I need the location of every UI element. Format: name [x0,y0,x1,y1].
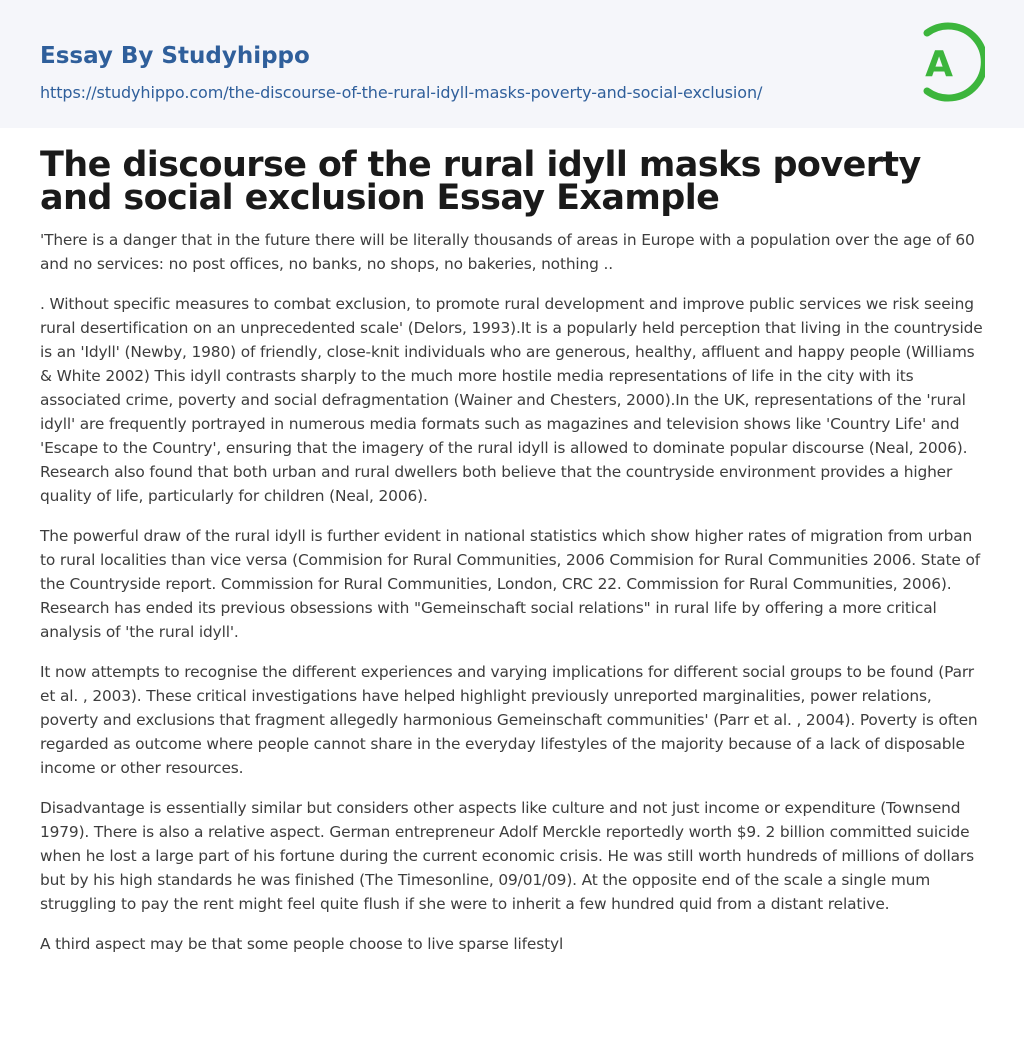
studyhippo-logo-icon [913,19,985,105]
logo-letter: A [925,44,953,85]
essay-url-link[interactable]: https://studyhippo.com/the-discourse-of-the-rural-idyll-masks-poverty-and-social-exclusion/ [40,83,763,102]
article [0,128,1024,956]
article-paragraph: The powerful draw of the rural idyll is further evident in national statistics which show higher rates of migration from urban to rural localities than vice versa (Commision for Rural Communities, 2006 Commision for Rural Communities 2006. State of the Countryside report. Commission for Rural Communities, London, CRC 22. Commission for Rural Communities, 2006). Research has ended its previous obsessions with "Gemeinschaft social relations" in rural life by offering a more critical analysis of 'the rural idyll'. [40,527,981,641]
site-header [0,0,1024,128]
article-paragraph: Disadvantage is essentially similar but considers other aspects like culture and not just income or expenditure (Townsend 1979). There is also a relative aspect. German entrepreneur Adolf Merckle reportedly worth $9. 2 billion committed suicide when he lost a large part of his fortune during the current economic crisis. He was still worth hundreds of millions of dollars but by his high standards he was finished (The Timesonline, 09/01/09). At the opposite end of the scale a single mum struggling to pay the rent might feel quite flush if she were to inherit a few hundred quid from a distant relative. [40,799,974,913]
article-paragraph: A third aspect may be that some people choose to live sparse lifestyl [40,935,564,953]
site-brand: Essay By Studyhippo [40,43,310,69]
article-paragraph: It now attempts to recognise the different experiences and varying implications for different social groups to be found (Parr et al. , 2003). These critical investigations have helped highlight previously unreported marginalities, power relations, poverty and exclusions that fragment allegedly harmonious Gemeinschaft communities' (Parr et al. , 2004). Poverty is often regarded as outcome where people cannot share in the everyday lifestyles of the majority because of a lack of disposable income or other resources. [40,663,978,777]
article-paragraph: 'There is a danger that in the future there will be literally thousands of areas in Europe with a population over the age of 60 and no services: no post offices, no banks, no shops, no bakeries, nothing .. [40,231,975,273]
article-title: The discourse of the rural idyll masks poverty and social exclusion Essay Example [40,145,921,218]
article-paragraph: . Without specific measures to combat exclusion, to promote rural development and improve public services we risk seeing rural desertification on an unprecedented scale' (Delors, 1993).It is a popularly held perception that living in the countryside is an 'Idyll' (Newby, 1980) of friendly, close-knit individuals who are generous, healthy, affluent and happy people (Williams & White 2002) This idyll contrasts sharply to the much more hostile media representations of life in the city with its associated crime, poverty and social defragmentation (Wainer and Chesters, 2000).In the UK, representations of the 'rural idyll' are frequently portrayed in numerous media formats such as magazines and television shows like 'Country Life' and 'Escape to the Country', ensuring that the imagery of the rural idyll is allowed to dominate popular discourse (Neal, 2006). Research also found that both urban and rural dwellers both believe that the countryside environment provides a higher quality of life, particularly for children (Neal, 2006). [40,295,983,505]
